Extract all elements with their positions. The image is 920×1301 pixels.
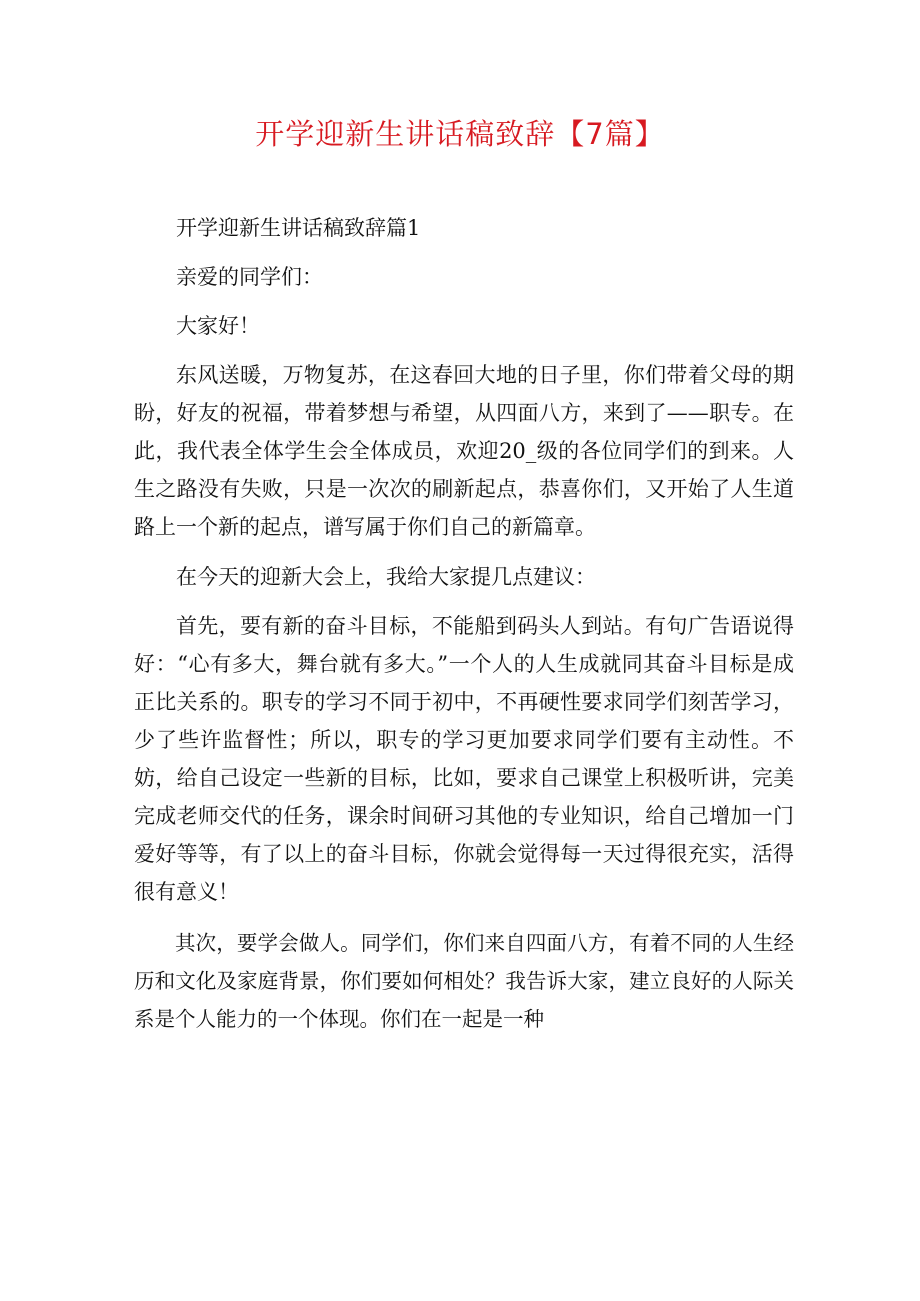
salutation: 亲爱的同学们： (176, 265, 323, 289)
paragraph-first-suggestion: 首先，要有新的奋斗目标，不能船到码头人到站。有句广告语说得好：“心有多大，舞台就有多大。”一个人的人生成就同其奋斗目标是成正比关系的。职专的学习不同于初中，不再硬性要求同学们刻苦学习，少了些许监督性；所以，职专的学习更加要求同学们要有主动性。不妨，给自己设定一些新的目标，比如，要求自己课堂上积极听讲，完美完成老师交代的任务，课余时间研习其他的专业知识，给自己增加一门爱好等等，有了以上的奋斗目标，你就会觉得每一天过得很充实，活得很有意义！ (134, 614, 794, 904)
paragraph-suggestions-intro: 在今天的迎新大会上，我给大家提几点建议： (176, 565, 596, 589)
paragraph-welcome: 东风送暖，万物复苏，在这春回大地的日子里，你们带着父母的期盼，好友的祝福，带着梦想与希望，从四面八方，来到了——职专。在此，我代表全体学生会全体成员，欢迎20_级的各位同学们的到来。人生之路没有失败，只是一次次的刷新起点，恭喜你们，又开始了人生道路上一个新的起点，谱写属于你们自己的新篇章。 (134, 363, 794, 539)
paragraph-second-suggestion: 其次，要学会做人。同学们，你们来自四面八方，有着不同的人生经历和文化及家庭背景，你们要如何相处？我告诉大家，建立良好的人际关系是个人能力的一个体现。你们在一起是一种 (134, 931, 794, 1031)
document-title: 开学迎新生讲话稿致辞【7篇】 (255, 117, 665, 151)
greeting: 大家好！ (176, 314, 260, 338)
document-body (134, 209, 794, 1038)
section-heading: 开学迎新生讲话稿致辞篇1 (176, 216, 421, 240)
